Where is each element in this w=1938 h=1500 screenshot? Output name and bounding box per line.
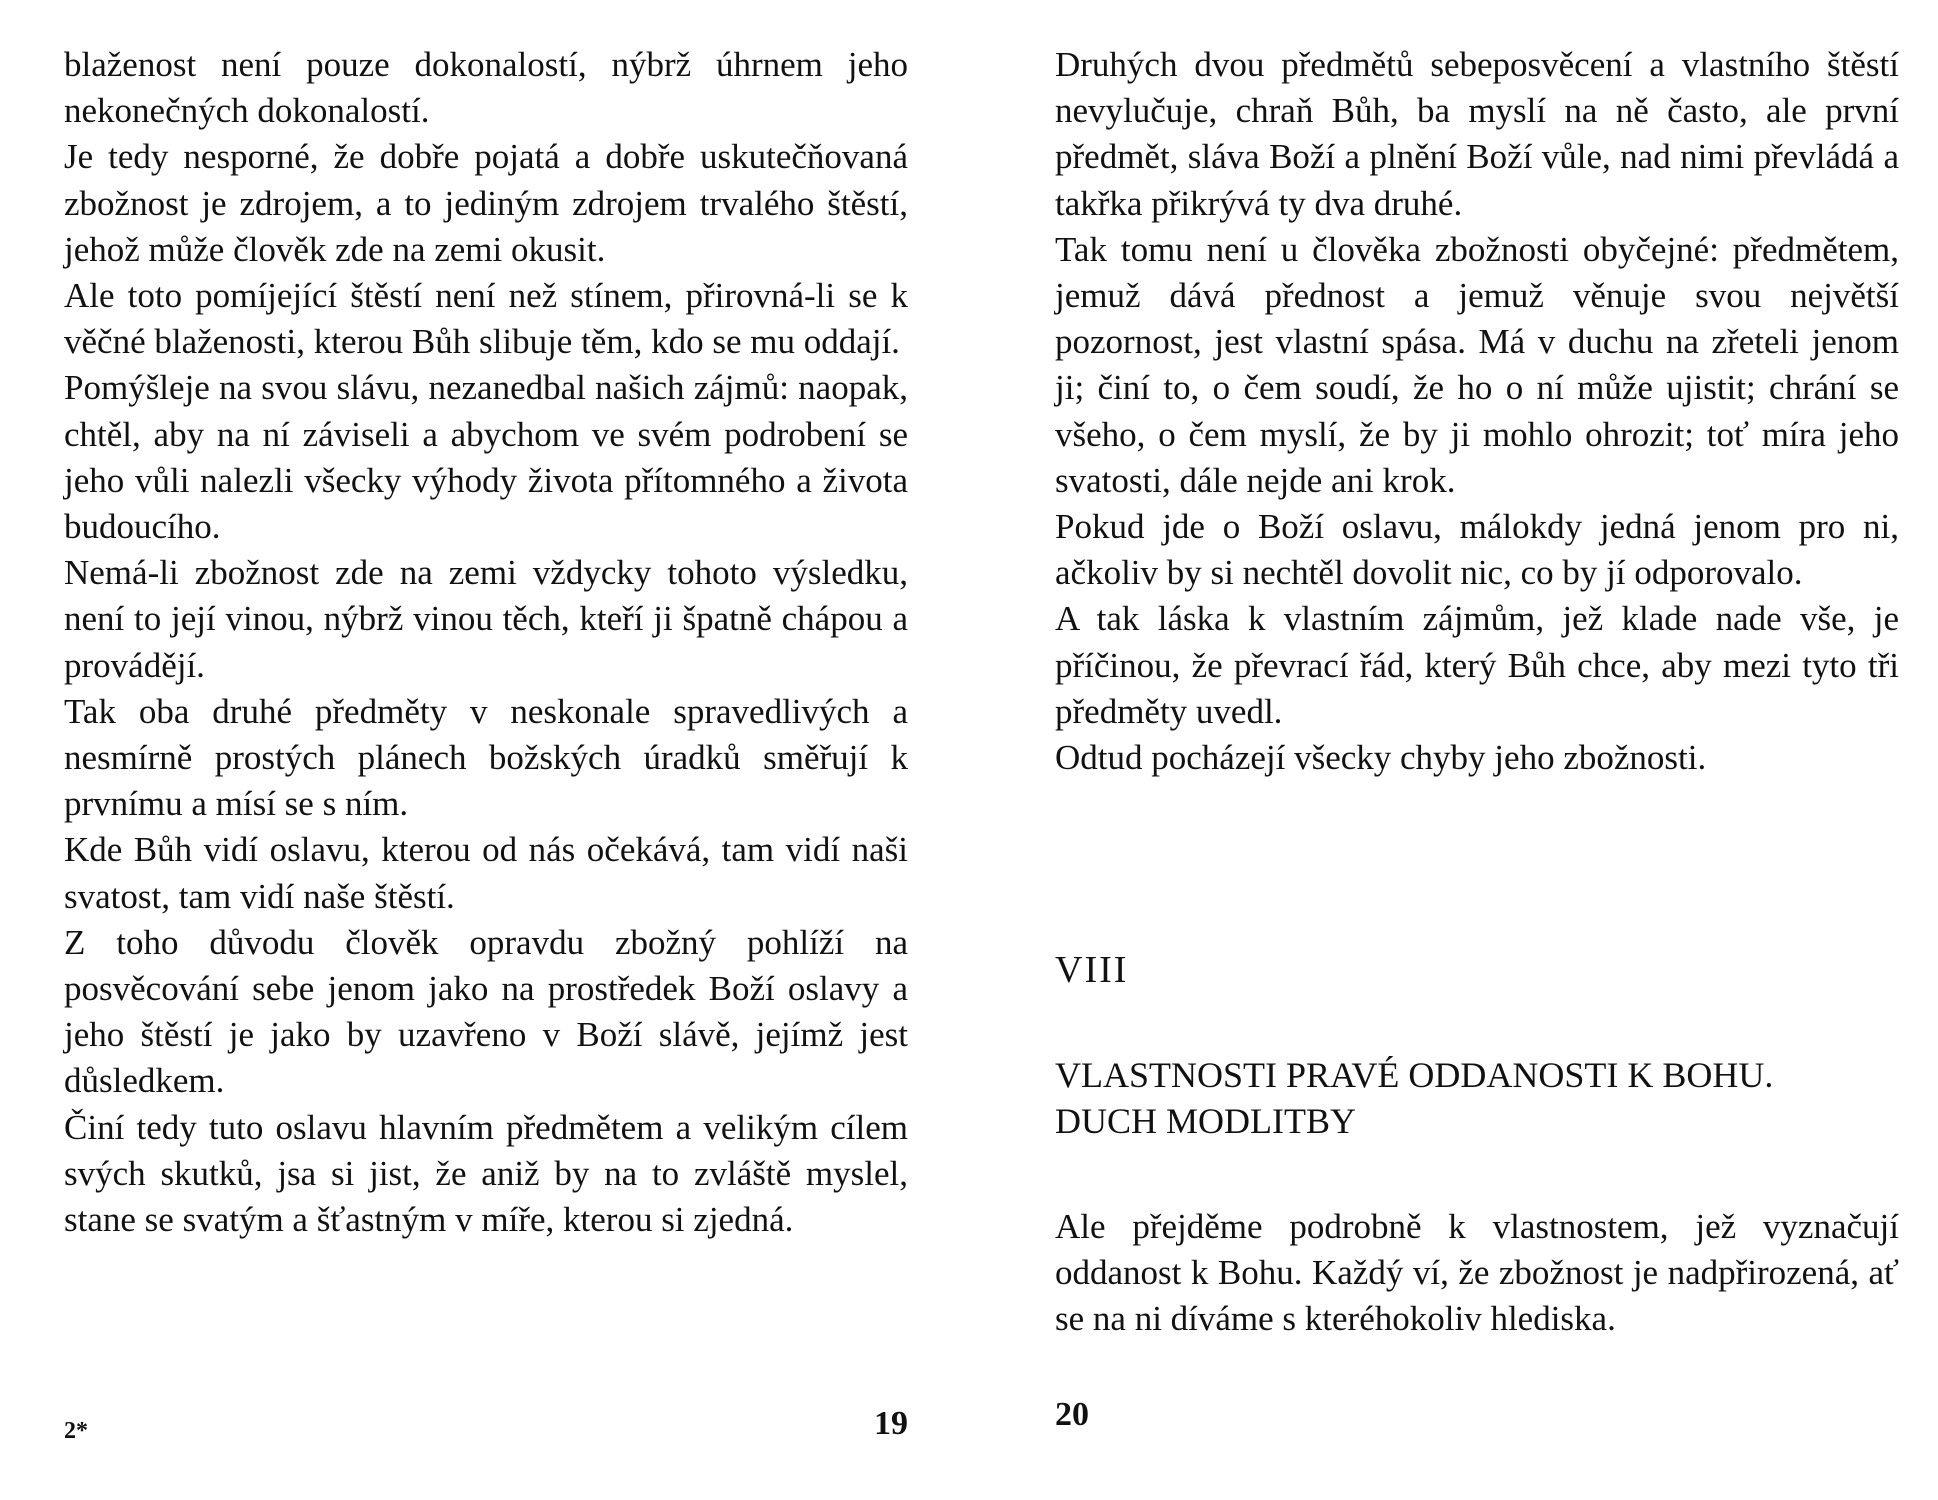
- page-number: 20: [1055, 1396, 1089, 1433]
- paragraph: Činí tedy tuto oslavu hlavním předmětem a velikým cílem svých skutků, jsa si jist, že aniž by na to zvláště myslel, stane se svatým a šťastným v míře, kterou si zjedná.: [64, 1107, 908, 1240]
- paragraph: Tak oba druhé předměty v neskonale spravedlivých a nesmírně prostých plánech božských úradků směřují k prvnímu a mísí se s ním.: [64, 691, 908, 824]
- paragraph: Je tedy nesporné, že dobře pojatá a dobře uskutečňovaná zbožnost je zdrojem, a to jediným zdrojem trvalého štěstí, jehož může člověk zde na zemi okusit.: [64, 137, 908, 269]
- right-page: [969, 0, 1938, 1500]
- paragraph: Z toho důvodu člověk opravdu zbožný pohlíží na posvěcování sebe jenom jako na prostředek Boží oslavy a jeho štěstí je jako by uzavřeno v Boží slávě, jejímž jest důsledkem.: [64, 922, 908, 1101]
- paragraph: Tak tomu není u člověka zbožnosti obyčejné: předmětem, jemuž dává přednost a jemuž věnuje svou největší pozornost, jest vlastní spása. Má v duchu na zřeteli jenom ji; činí to, o čem soudí, že ho o ní může ujistit; chrání se všeho, o čem myslí, že by ji mohlo ohrozit; toť míra jeho svatosti, dále nejde ani krok.: [1055, 229, 1899, 500]
- chapter-title: [1055, 1052, 1899, 1144]
- signature-mark: 2*: [64, 1418, 88, 1444]
- chapter-number: VIII: [1055, 949, 1129, 991]
- chapter-title-line-1: VLASTNOSTI PRAVÉ ODDANOSTI K BOHU.: [1055, 1055, 1774, 1095]
- paragraph: Pomýšleje na svou slávu, nezanedbal našich zájmů: naopak, chtěl, aby na ní záviseli a abychom ve svém podrobení se jeho vůli nalezli všecky výhody života přítomného a života budoucího.: [64, 368, 908, 547]
- left-page-text: [64, 42, 908, 1243]
- paragraph: blaženost není pouze dokonalostí, nýbrž úhrnem jeho nekonečných dokonalostí.: [64, 45, 908, 131]
- paragraph: Nemá-li zbožnost zde na zemi vždycky tohoto výsledku, není to její vinou, nýbrž vinou těch, kteří ji špatně chápou a provádějí.: [64, 553, 908, 685]
- paragraph: Odtud pocházejí všecky chyby jeho zbožnosti.: [1055, 738, 1707, 778]
- right-page-text: [1055, 42, 1899, 781]
- paragraph: Kde Bůh vidí oslavu, kterou od nás očekává, tam vidí naši svatost, tam vidí naše štěstí.: [64, 830, 908, 916]
- paragraph: Ale toto pomíjející štěstí není než stínem, přirovná-li se k věčné blaženosti, kterou Bůh slibuje těm, kdo se mu oddají.: [64, 276, 908, 362]
- chapter-title-line-2: DUCH MODLITBY: [1055, 1101, 1356, 1141]
- page-number: 19: [874, 1405, 908, 1442]
- paragraph: A tak láska k vlastním zájmům, jež klade nade vše, je příčinou, že převrací řád, který Bůh chce, aby mezi tyto tři předměty uvedl.: [1055, 599, 1899, 731]
- paragraph: Pokud jde o Boží oslavu, málokdy jedná jenom pro ni, ačkoliv by si nechtěl dovolit nic, co by jí odporovalo.: [1055, 507, 1899, 593]
- paragraph: Druhých dvou předmětů sebeposvěcení a vlastního štěstí nevylučuje, chraň Bůh, ba myslí na ně často, ale první předmět, sláva Boží a plnění Boží vůle, nad nimi převládá a takřka přikrývá ty dva druhé.: [1055, 45, 1899, 223]
- chapter-opening-paragraph: Ale přejděme podrobně k vlastnostem, jež vyznačují oddanost k Bohu. Každý ví, že zbožnost je nadpřirozená, ať se na ni díváme s kteréhokoliv hlediska.: [1055, 1207, 1899, 1339]
